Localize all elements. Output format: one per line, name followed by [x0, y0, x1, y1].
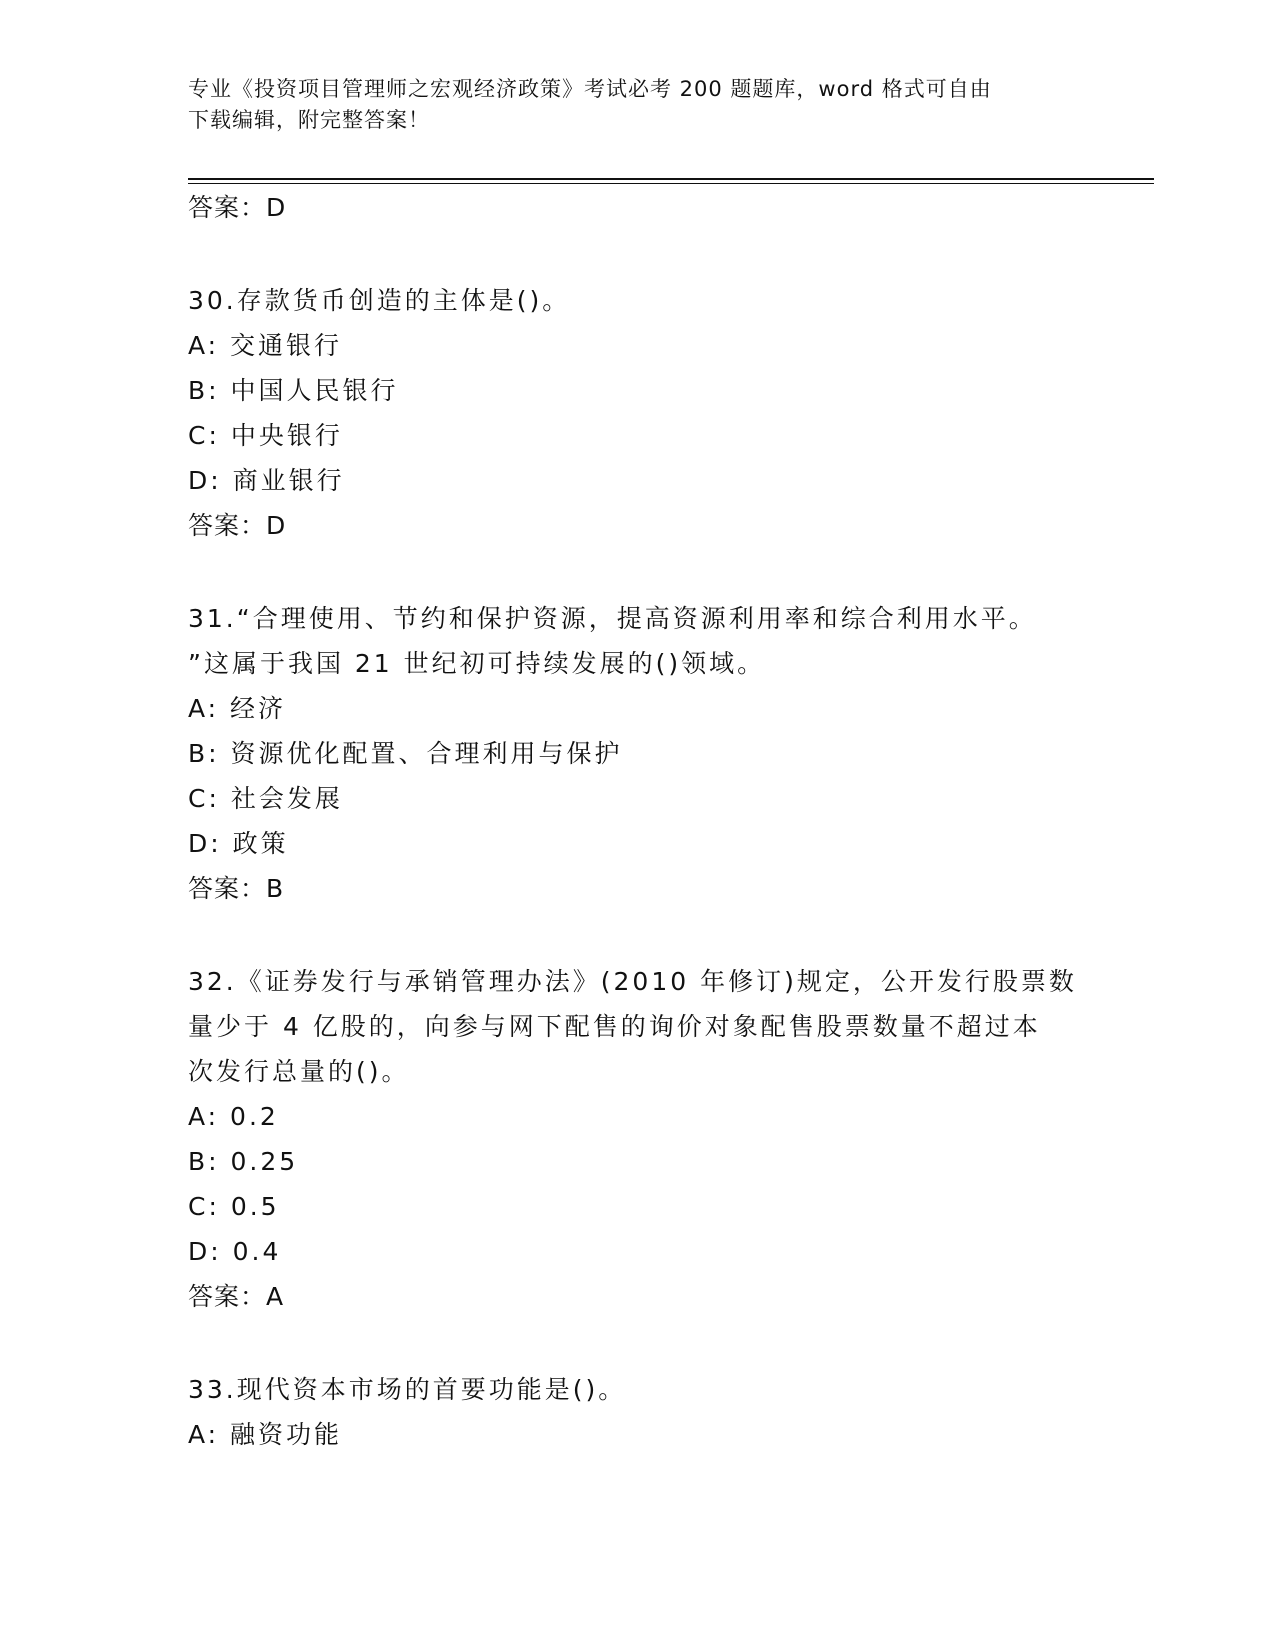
q32-option-d: D: 0.4 [188, 1237, 282, 1266]
q32-option-b: B: 0.25 [188, 1147, 299, 1176]
q33-stem: 33.现代资本市场的首要功能是()。 [188, 1375, 627, 1404]
answer-previous: 答案：D [188, 193, 287, 222]
header-line-1: 专业《投资项目管理师之宏观经济政策》考试必考 200 题题库，word 格式可自由 [188, 77, 992, 101]
q31-answer: 答案：B [188, 874, 285, 903]
q32-option-a: A: 0.2 [188, 1102, 279, 1131]
q31-option-b: B: 资源优化配置、合理利用与保护 [188, 739, 623, 768]
q32-stem-line-1: 32.《证券发行与承销管理办法》(2010 年修订)规定，公开发行股票数 [188, 967, 1077, 996]
q30-option-a: A: 交通银行 [188, 331, 343, 360]
q31-option-d: D: 政策 [188, 829, 289, 858]
q32-stem-line-2: 量少于 4 亿股的，向参与网下配售的询价对象配售股票数量不超过本 [188, 1012, 1041, 1041]
q32-option-c: C: 0.5 [188, 1192, 280, 1221]
document-header [188, 74, 1068, 136]
q33-option-a: A: 融资功能 [188, 1420, 343, 1449]
q30-answer: 答案：D [188, 511, 287, 540]
header-rule-thin [188, 183, 1154, 184]
header-line-2: 下载编辑，附完整答案！ [188, 108, 430, 132]
q31-option-c: C: 社会发展 [188, 784, 343, 813]
q31-option-a: A: 经济 [188, 694, 287, 723]
q31-stem-line-1: 31.“合理使用、节约和保护资源，提高资源利用率和综合利用水平。 [188, 604, 1037, 633]
q30-option-d: D: 商业银行 [188, 466, 345, 495]
q30-option-b: B: 中国人民银行 [188, 376, 399, 405]
q32-answer: 答案：A [188, 1282, 285, 1311]
header-rule-thick [188, 178, 1154, 180]
q31-stem-line-2: ”这属于我国 21 世纪初可持续发展的()领域。 [188, 649, 766, 678]
q30-stem: 30.存款货币创造的主体是()。 [188, 286, 571, 315]
q30-option-c: C: 中央银行 [188, 421, 343, 450]
q32-stem-line-3: 次发行总量的()。 [188, 1057, 410, 1086]
